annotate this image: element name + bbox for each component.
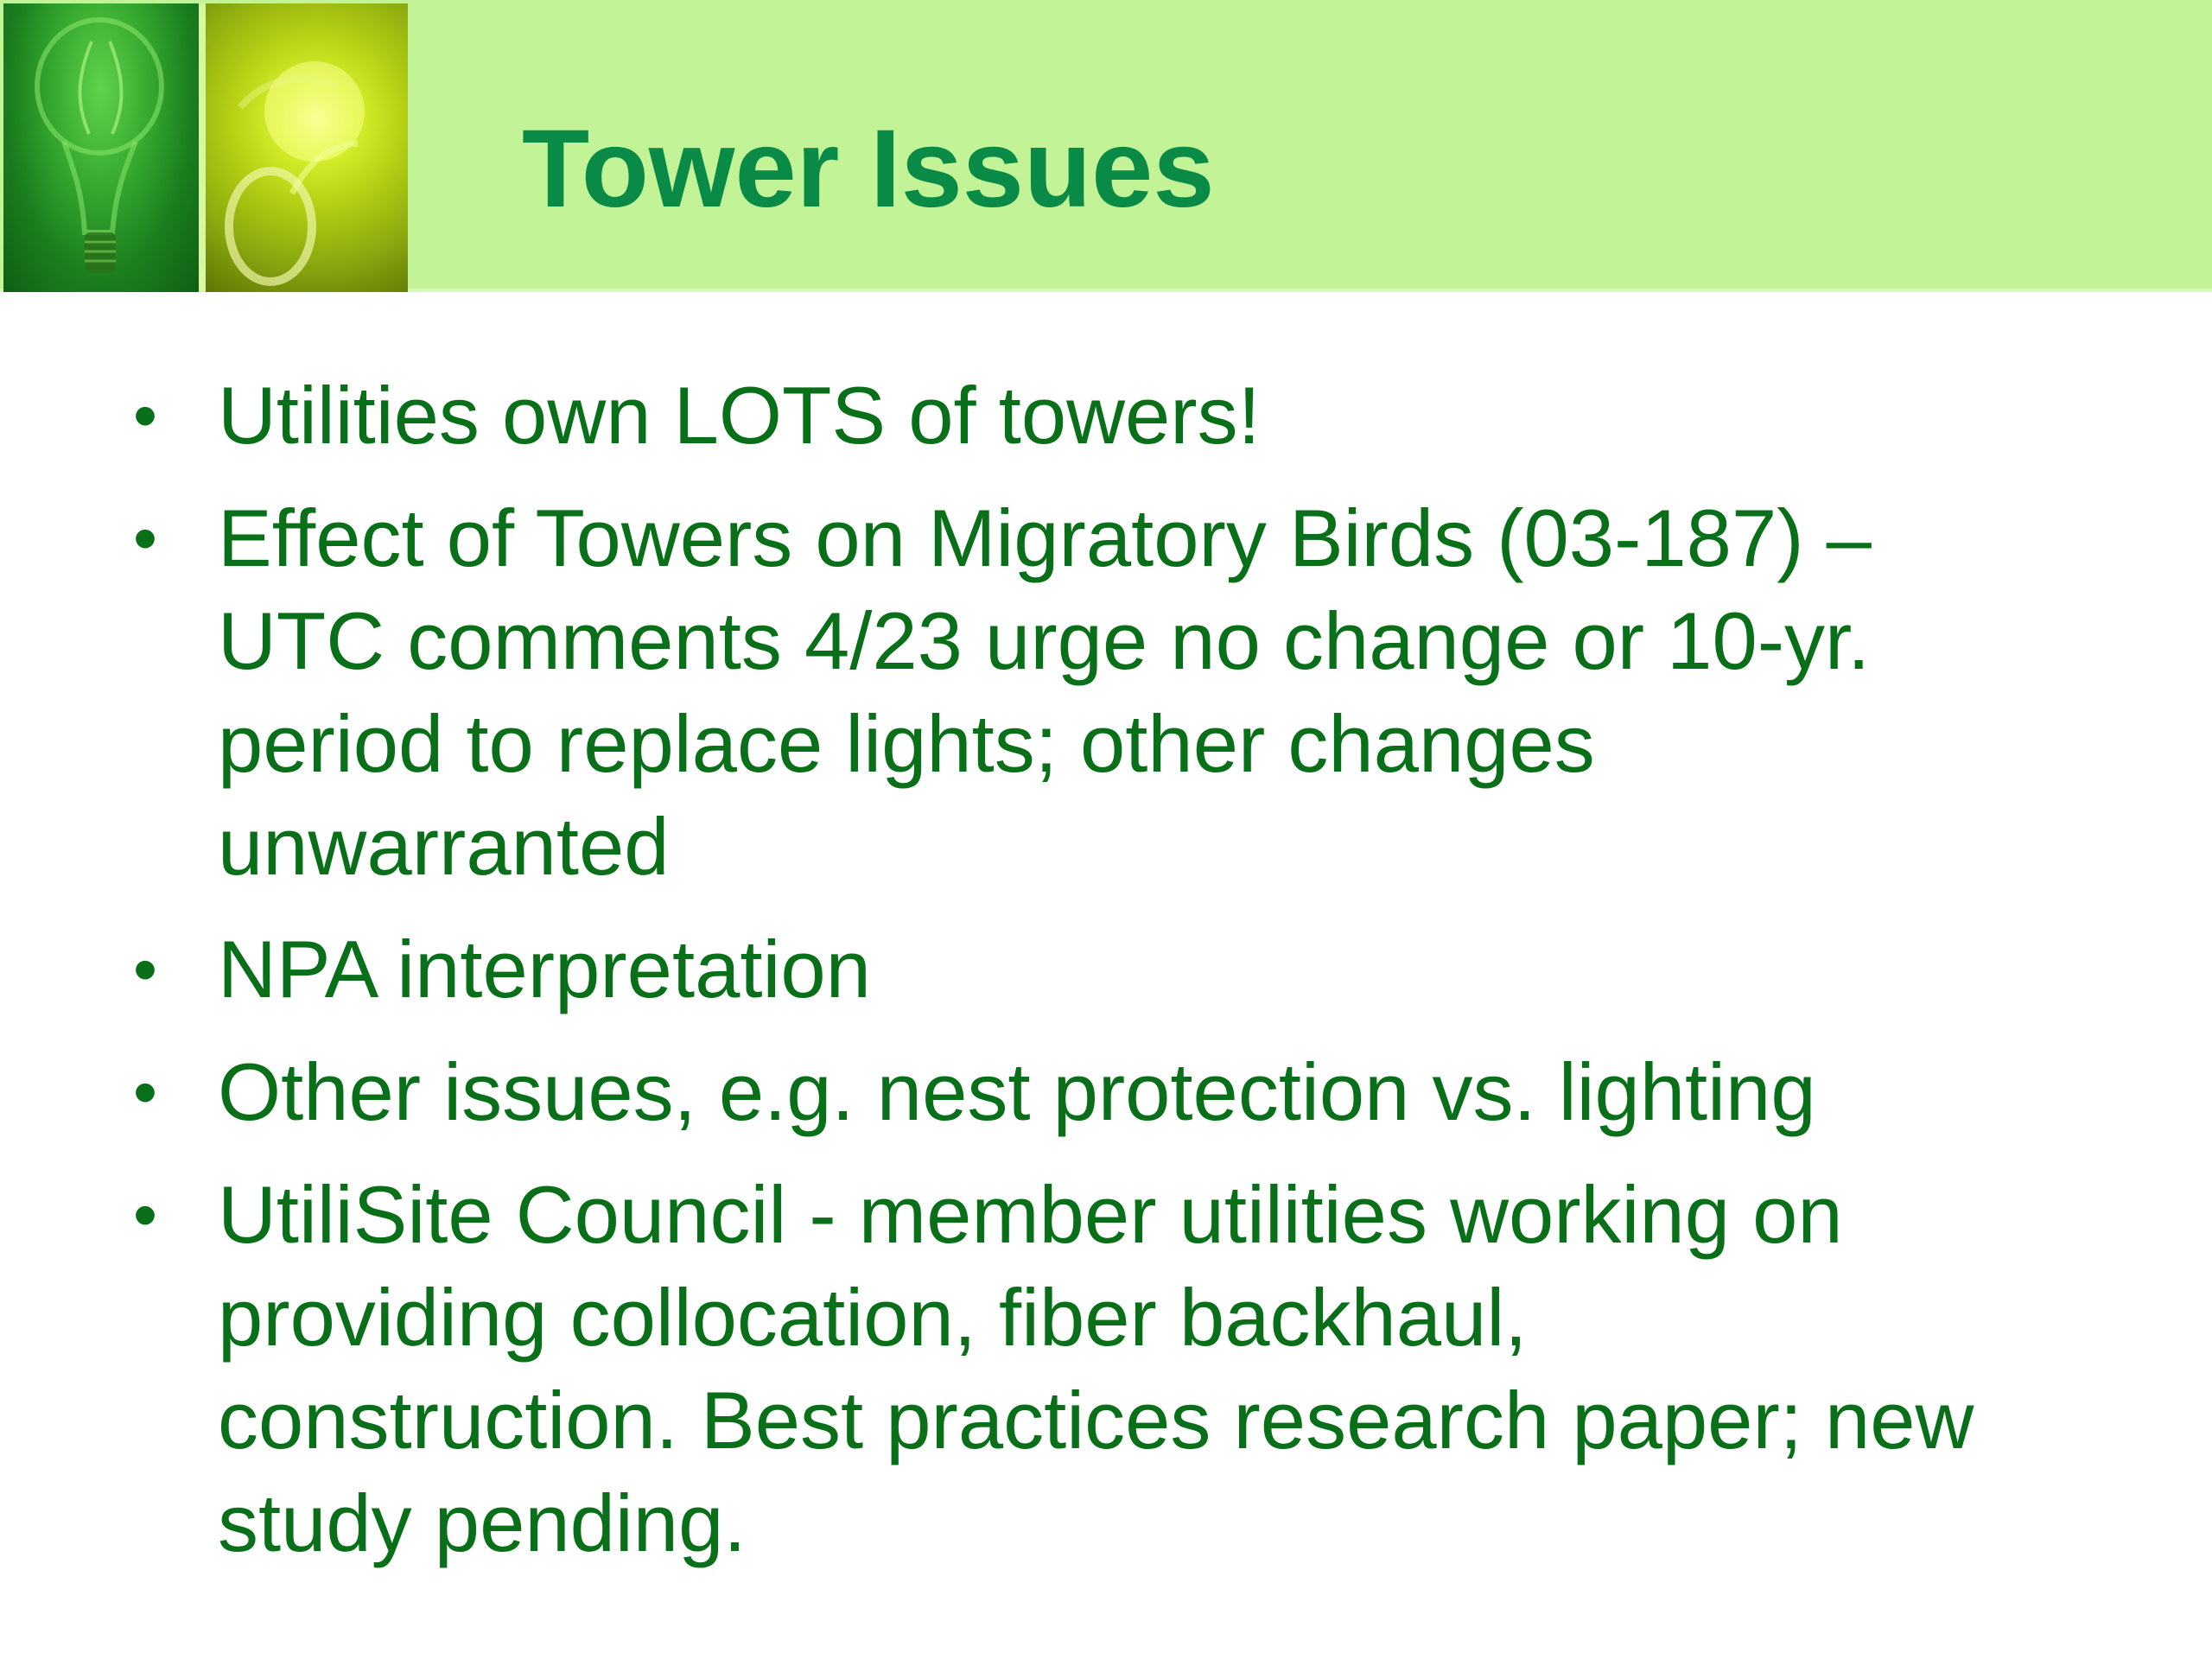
bullet-item xyxy=(128,486,2115,898)
light-bulb-image xyxy=(3,3,199,292)
bullet-item xyxy=(128,1163,2115,1574)
bullet-text-line: NPA interpretation xyxy=(218,924,871,1014)
bullet-text-line: study pending. xyxy=(218,1478,747,1568)
bullet-icon: • xyxy=(132,931,157,1007)
bullet-item xyxy=(128,1040,2115,1143)
header-band xyxy=(0,0,2212,292)
bullet-icon: • xyxy=(132,1176,157,1253)
bullet-text-line: Utilities own LOTS of towers! xyxy=(218,370,1261,461)
slide-title: Tower Issues xyxy=(522,107,1215,231)
bullet-item xyxy=(128,918,2115,1020)
header-photo-strip xyxy=(3,3,408,292)
glowing-bulb-image xyxy=(206,3,408,292)
bullet-text-line: period to replace lights; other changes xyxy=(218,698,1595,789)
bullet-icon: • xyxy=(132,1053,157,1130)
bullet-text-line: Effect of Towers on Migratory Birds (03-187) – xyxy=(218,493,1872,583)
bullet-text-line: unwarranted xyxy=(218,801,670,892)
bullet-text-line: providing collocation, fiber backhaul, xyxy=(218,1272,1528,1363)
bullet-text-line: UtiliSite Council - member utilities working on xyxy=(218,1169,1843,1260)
bullet-icon: • xyxy=(132,377,157,454)
header-image-separator xyxy=(199,3,206,292)
bullet-text-line: Other issues, e.g. nest protection vs. lighting xyxy=(218,1046,1816,1137)
bullet-text-line: UTC comments 4/23 urge no change or 10-yr. xyxy=(218,595,1871,686)
bullet-item xyxy=(128,364,2115,467)
bullet-list xyxy=(128,364,2115,1594)
bullet-text-line: construction. Best practices research paper; new xyxy=(218,1375,1974,1465)
bullet-icon: • xyxy=(132,499,157,576)
